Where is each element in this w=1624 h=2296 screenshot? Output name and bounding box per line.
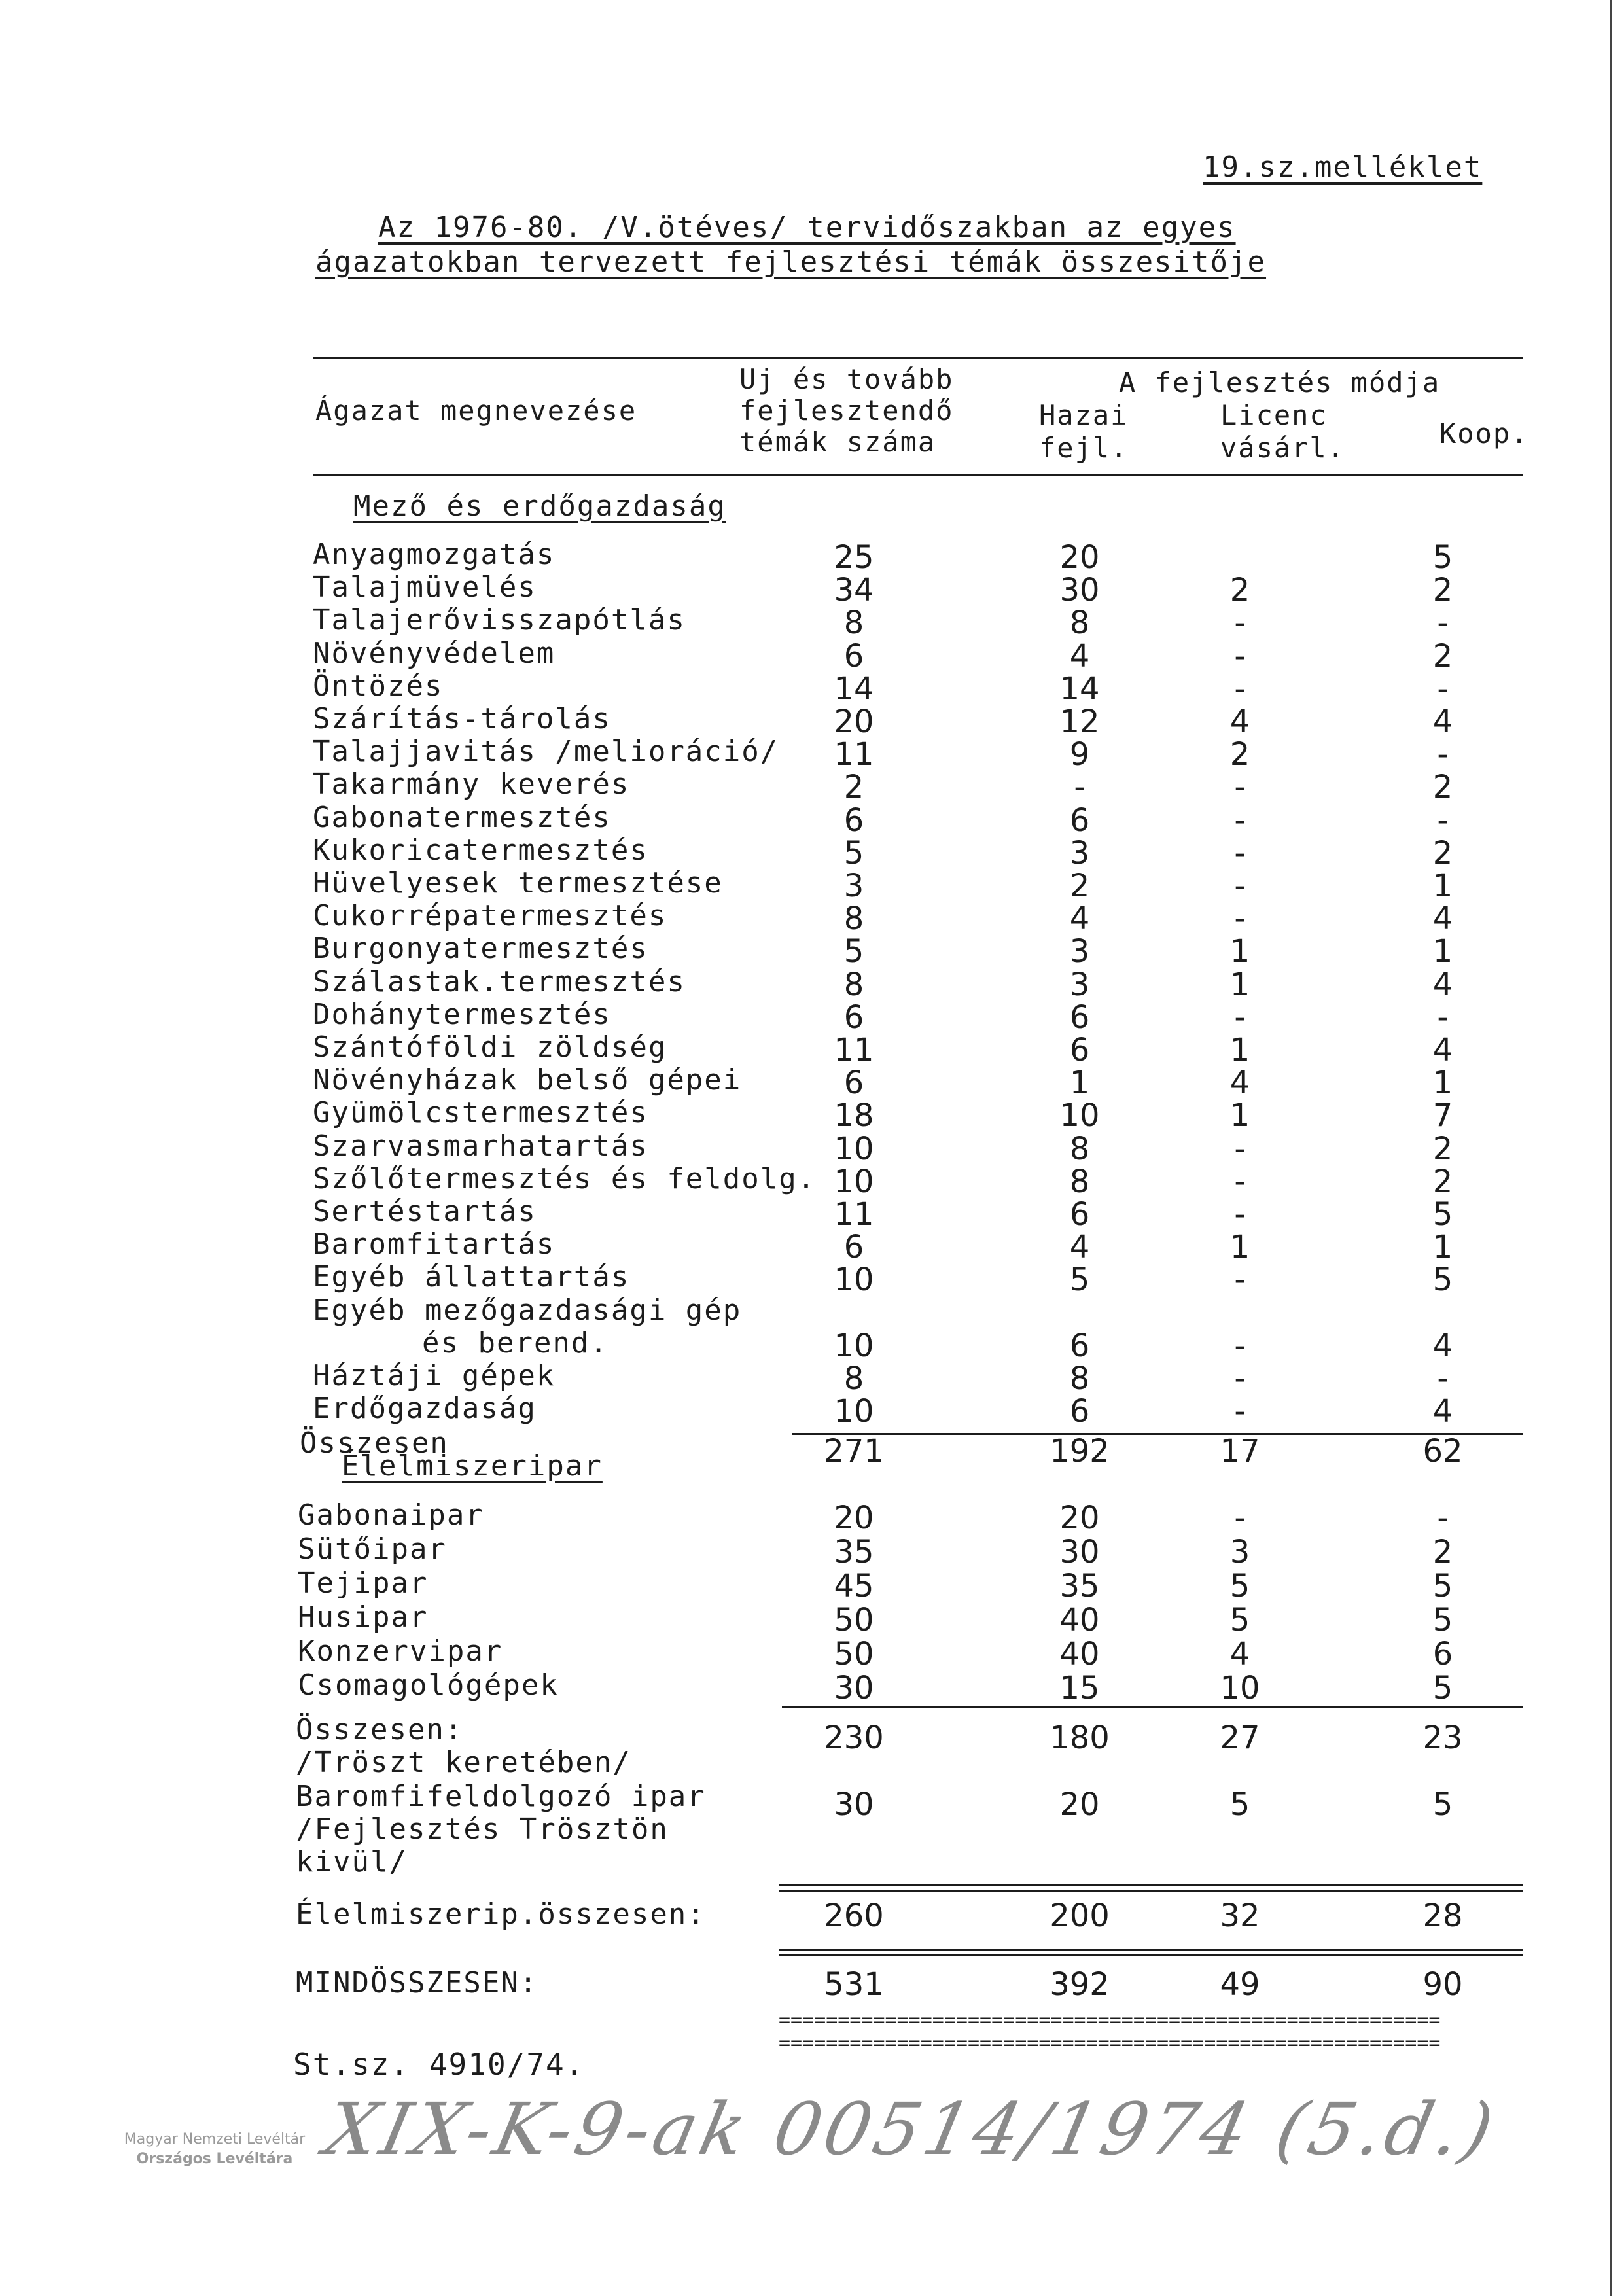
header-col-coop: Koop. <box>1439 417 1529 450</box>
agri-row-value-2: 4 <box>1069 900 1090 938</box>
handwritten-signature: XIX-K-9-ak 00514/1974 (5.d.) <box>318 2087 1504 2171</box>
agri-row-label: Szántóföldi zöldség <box>313 1031 667 1064</box>
agri-row-value-2: 6 <box>1069 802 1090 839</box>
food-sum-v3: 32 <box>1220 1898 1260 1934</box>
food-row-value-1: 45 <box>834 1568 874 1604</box>
header-col-count-1: Uj és tovább <box>739 363 954 395</box>
agri-row-value-3: 1 <box>1229 1229 1250 1266</box>
agri-row-value-3: - <box>1234 637 1246 675</box>
food-total-rule <box>782 1706 1523 1708</box>
food-row-value-1: 20 <box>834 1500 874 1536</box>
agri-row-value-4: 4 <box>1432 900 1453 938</box>
agri-total-v2: 192 <box>1050 1433 1110 1470</box>
food-row-label: Husipar <box>298 1600 429 1634</box>
double-equals-rule: ======================================================== ======================================================== <box>779 2009 1441 2055</box>
agri-row-value-3: - <box>1234 900 1246 938</box>
reference-number: St.sz. 4910/74. <box>293 2047 585 2082</box>
food-row-label: Konzervipar <box>298 1634 503 1668</box>
agri-row-value-2: 8 <box>1069 1163 1090 1200</box>
poultry-v3: 5 <box>1229 1786 1250 1823</box>
grand-total-rule-b <box>779 1954 1523 1956</box>
agri-row-value-2: 6 <box>1069 1196 1090 1233</box>
grand-total-v4: 90 <box>1422 1966 1463 2003</box>
agri-row-label: Szálastak.termesztés <box>313 964 686 998</box>
agri-row-label: Erdőgazdaság <box>313 1392 537 1426</box>
agri-row-value-3: 1 <box>1229 933 1250 970</box>
poultry-label-2: /Fejlesztés Trösztön <box>296 1812 669 1846</box>
grand-total-v1: 531 <box>824 1966 884 2003</box>
food-row-value-2: 20 <box>1059 1500 1100 1536</box>
food-total-v3: 27 <box>1220 1720 1260 1756</box>
food-row-value-3: 5 <box>1229 1602 1250 1638</box>
food-row-value-4: 5 <box>1432 1568 1453 1604</box>
agri-row-value-2: 8 <box>1069 1130 1090 1167</box>
agri-row-label: Burgonyatermesztés <box>313 932 648 966</box>
agri-row-value-4: 2 <box>1432 1163 1453 1200</box>
agri-row-value-1: 14 <box>834 670 874 707</box>
agri-row-label: Takarmány keverés <box>313 768 630 802</box>
header-col-licence-1: Licenc <box>1220 399 1328 431</box>
agri-row-value-2: 6 <box>1069 998 1090 1036</box>
section-title-food: Élelmiszeripar <box>342 1449 603 1483</box>
agri-row-value-4: 1 <box>1432 933 1453 970</box>
annex-label: 19.sz.melléklet <box>1203 150 1483 184</box>
food-row-value-4: 2 <box>1432 1534 1453 1570</box>
agri-row-value-2: 1 <box>1069 1065 1090 1102</box>
grand-total-label: MINDÖSSZESEN: <box>296 1966 538 2000</box>
agri-row-value-3: - <box>1234 1130 1246 1167</box>
food-row-label: Tejipar <box>298 1566 429 1600</box>
agri-row-label: Gabonatermesztés <box>313 800 611 834</box>
agri-row-value-4: 7 <box>1432 1097 1453 1135</box>
food-total-label-1: Összesen: <box>296 1713 464 1746</box>
food-row-label: Sütőipar <box>298 1532 447 1566</box>
agri-row-label: Gyümölcstermesztés <box>313 1096 648 1130</box>
agri-row-value-1: 34 <box>834 572 874 609</box>
food-row-value-4: 6 <box>1432 1636 1453 1672</box>
agri-row-value-2: 4 <box>1069 637 1090 675</box>
agri-row-value-1: 5 <box>843 933 864 970</box>
agri-row-value-1: 10 <box>834 1327 874 1364</box>
agri-row-value-4: 2 <box>1432 834 1453 872</box>
agri-row-value-1: 10 <box>834 1130 874 1167</box>
food-row-label: Csomagológépek <box>298 1669 559 1702</box>
agri-row-label: Cukorrépatermesztés <box>313 899 667 933</box>
food-row-value-1: 50 <box>834 1636 874 1672</box>
food-sum-v2: 200 <box>1050 1898 1110 1934</box>
agri-row-label: Kukoricatermesztés <box>313 833 648 867</box>
food-row-value-2: 40 <box>1059 1602 1100 1638</box>
agri-row-value-4: 2 <box>1432 769 1453 806</box>
agri-row-value-3: - <box>1234 1196 1246 1233</box>
agri-row-value-3: 4 <box>1229 703 1250 740</box>
food-row-value-2: 40 <box>1059 1636 1100 1672</box>
title-line-1: Az 1976-80. /V.ötéves/ tervidőszakban az egyes <box>378 211 1236 244</box>
archive-stamp-line-2: Országos Levéltára <box>136 2151 293 2167</box>
agri-row-value-1: 6 <box>843 1229 864 1266</box>
agri-row-value-3: - <box>1234 998 1246 1036</box>
agri-row-value-4: 5 <box>1432 1196 1453 1233</box>
agri-row-value-1: 11 <box>834 1196 874 1233</box>
agri-row-value-4: 5 <box>1432 539 1453 576</box>
agri-row-label: Talajerővisszapótlás <box>313 603 686 637</box>
agri-row-value-1: 10 <box>834 1163 874 1200</box>
agri-row-value-3: 4 <box>1229 1065 1250 1102</box>
agri-row-value-1: 8 <box>843 966 864 1003</box>
archive-stamp <box>110 2130 319 2169</box>
agri-row-value-1: 11 <box>834 1032 874 1069</box>
food-sum-label: Élelmiszerip.összesen: <box>296 1898 706 1931</box>
food-sum-v4: 28 <box>1422 1898 1463 1934</box>
agri-row-label: Baromfitartás <box>313 1227 556 1262</box>
agri-row-label: Anyagmozgatás <box>313 538 556 571</box>
agri-row-value-4: - <box>1437 998 1449 1036</box>
agri-row-value-2: 3 <box>1069 834 1090 872</box>
header-col-name: Ágazat megnevezése <box>315 395 637 427</box>
food-row-value-3: 3 <box>1229 1534 1250 1570</box>
agri-row-value-2: 3 <box>1069 966 1090 1003</box>
agri-row-value-3: - <box>1234 834 1246 872</box>
agri-row-value-3: - <box>1234 605 1246 642</box>
agri-row-value-4: 1 <box>1432 1229 1453 1266</box>
agri-row-label: Szarvasmarhatartás <box>313 1129 648 1163</box>
agri-row-value-1: 8 <box>843 900 864 938</box>
food-sum-rule-a <box>779 1884 1523 1886</box>
food-total-label-2: /Tröszt keretében/ <box>296 1746 631 1779</box>
agri-row-label: Egyéb mezőgazdasági gép <box>313 1293 742 1327</box>
agri-row-value-4: 4 <box>1432 966 1453 1003</box>
header-top-rule <box>313 357 1523 359</box>
agri-row-value-2: 6 <box>1069 1032 1090 1069</box>
agri-row-label: Öntözés <box>313 669 444 703</box>
food-sum-rule-b <box>779 1890 1523 1892</box>
agri-row-value-1: 5 <box>843 834 864 872</box>
grand-total-v2: 392 <box>1050 1966 1110 2003</box>
agri-row-value-3: - <box>1234 1262 1246 1299</box>
agri-row-value-2: 4 <box>1069 1229 1090 1266</box>
header-group-label: A fejlesztés módja <box>1119 366 1441 398</box>
agri-row-value-4: 4 <box>1432 1327 1453 1364</box>
agri-row-value-2: 2 <box>1069 868 1090 904</box>
food-row-value-2: 15 <box>1059 1670 1100 1706</box>
agri-row-value-1: 6 <box>843 802 864 839</box>
agri-row-value-1: 10 <box>834 1262 874 1299</box>
poultry-label-1: Baromfifeldolgozó ipar <box>296 1780 706 1813</box>
food-row-value-1: 30 <box>834 1670 874 1706</box>
agri-row-value-2: 14 <box>1059 670 1100 707</box>
agri-row-label: és berend. <box>422 1326 609 1360</box>
agri-row-label: Sertéstartás <box>313 1195 537 1228</box>
header-col-licence-2: vásárl. <box>1220 432 1346 464</box>
agri-row-value-2: 8 <box>1069 1360 1090 1397</box>
poultry-v1: 30 <box>834 1786 874 1823</box>
agri-row-value-2: 12 <box>1059 703 1100 740</box>
agri-row-value-1: 25 <box>834 539 874 576</box>
agri-row-value-3: - <box>1234 769 1246 806</box>
poultry-label-3: kivül/ <box>296 1845 408 1879</box>
food-row-value-2: 35 <box>1059 1568 1100 1604</box>
agri-row-value-2: 6 <box>1069 1327 1090 1364</box>
agri-row-value-1: 6 <box>843 1065 864 1102</box>
agri-row-value-3: - <box>1234 1393 1246 1430</box>
agri-row-value-3: 2 <box>1229 572 1250 609</box>
agri-row-value-3: 2 <box>1229 736 1250 773</box>
agri-row-value-4: - <box>1437 670 1449 707</box>
agri-row-value-1: 10 <box>834 1393 874 1430</box>
title-line-2: ágazatokban tervezett fejlesztési témák összesitője <box>315 245 1267 279</box>
agri-row-value-4: - <box>1437 736 1449 773</box>
agri-row-value-2: 6 <box>1069 1393 1090 1430</box>
food-row-label: Gabonaipar <box>298 1498 484 1532</box>
poultry-v4: 5 <box>1432 1786 1453 1823</box>
agri-row-label: Egyéb állattartás <box>313 1260 630 1294</box>
agri-row-value-4: - <box>1437 1360 1449 1397</box>
agri-row-value-3: - <box>1234 802 1246 839</box>
agri-row-label: Szőlőtermesztés és feldolg. <box>313 1161 817 1195</box>
agri-row-value-3: - <box>1234 1360 1246 1397</box>
grand-total-rule-a <box>779 1949 1523 1951</box>
food-total-v2: 180 <box>1050 1720 1110 1756</box>
agri-row-value-4: 4 <box>1432 703 1453 740</box>
food-row-value-3: 4 <box>1229 1636 1250 1672</box>
agri-row-label: Növényházak belső gépei <box>313 1063 742 1097</box>
agri-total-v1: 271 <box>824 1433 884 1470</box>
agri-row-value-1: 8 <box>843 605 864 642</box>
header-col-count-2: fejlesztendő <box>739 395 954 427</box>
agri-row-value-1: 8 <box>843 1360 864 1397</box>
poultry-v2: 20 <box>1059 1786 1100 1823</box>
agri-row-value-2: 9 <box>1069 736 1090 773</box>
agri-row-value-1: 6 <box>843 998 864 1036</box>
food-total-v4: 23 <box>1422 1720 1463 1756</box>
agri-row-label: Szárítás-tárolás <box>313 702 611 735</box>
agri-total-label: Összesen <box>300 1426 449 1460</box>
agri-row-value-2: 3 <box>1069 933 1090 970</box>
agri-row-value-3: 1 <box>1229 1097 1250 1135</box>
agri-row-value-2: 20 <box>1059 539 1100 576</box>
agri-row-value-4: 5 <box>1432 1262 1453 1299</box>
agri-row-label: Háztáji gépek <box>313 1359 556 1392</box>
agri-total-v4: 62 <box>1422 1433 1463 1470</box>
agri-row-value-3: - <box>1234 868 1246 904</box>
agri-row-value-1: 6 <box>843 637 864 675</box>
agri-row-value-4: - <box>1437 605 1449 642</box>
food-row-value-3: 10 <box>1220 1670 1260 1706</box>
agri-total-v3: 17 <box>1220 1433 1260 1470</box>
section-title-agri: Mező és erdőgazdaság <box>353 489 726 523</box>
agri-row-value-2: 5 <box>1069 1262 1090 1299</box>
agri-row-value-4: 4 <box>1432 1032 1453 1069</box>
food-row-value-4: 5 <box>1432 1670 1453 1706</box>
agri-row-value-4: 1 <box>1432 1065 1453 1102</box>
agri-row-value-4: 1 <box>1432 868 1453 904</box>
agri-row-label: Növényvédelem <box>313 636 556 670</box>
agri-row-value-4: 4 <box>1432 1393 1453 1430</box>
agri-row-label: Talajjavitás /melioráció/ <box>313 735 779 769</box>
agri-row-value-3: - <box>1234 1163 1246 1200</box>
agri-row-value-1: 11 <box>834 736 874 773</box>
agri-row-value-2: 30 <box>1059 572 1100 609</box>
agri-row-value-3: 1 <box>1229 966 1250 1003</box>
page-edge-line <box>1610 0 1612 2296</box>
agri-row-value-3: - <box>1234 670 1246 707</box>
agri-row-value-4: 2 <box>1432 572 1453 609</box>
food-row-value-4: 5 <box>1432 1602 1453 1638</box>
agri-row-value-1: 20 <box>834 703 874 740</box>
archive-stamp-line-1: Magyar Nemzeti Levéltár <box>124 2131 306 2147</box>
agri-row-label: Talajmüvelés <box>313 571 537 605</box>
food-row-value-1: 35 <box>834 1534 874 1570</box>
food-row-value-1: 50 <box>834 1602 874 1638</box>
agri-row-value-1: 3 <box>843 868 864 904</box>
grand-total-v3: 49 <box>1220 1966 1260 2003</box>
agri-row-label: Dohánytermesztés <box>313 997 611 1031</box>
food-row-value-3: - <box>1234 1500 1246 1536</box>
agri-row-label: Hüvelyesek termesztése <box>313 866 723 900</box>
agri-row-value-3: 1 <box>1229 1032 1250 1069</box>
agri-row-value-4: - <box>1437 802 1449 839</box>
agri-row-value-1: 2 <box>843 769 864 806</box>
agri-row-value-4: 2 <box>1432 637 1453 675</box>
header-col-domestic-2: fejl. <box>1039 432 1129 464</box>
food-row-value-4: - <box>1437 1500 1449 1536</box>
food-row-value-3: 5 <box>1229 1568 1250 1604</box>
agri-row-value-4: 2 <box>1432 1130 1453 1167</box>
agri-row-value-3: - <box>1234 1327 1246 1364</box>
agri-row-value-2: 10 <box>1059 1097 1100 1135</box>
agri-row-value-1: 18 <box>834 1097 874 1135</box>
header-col-domestic-1: Hazai <box>1039 399 1129 431</box>
agri-row-value-2: - <box>1074 769 1086 806</box>
header-bottom-rule <box>313 474 1523 476</box>
food-row-value-2: 30 <box>1059 1534 1100 1570</box>
header-col-count-3: témák száma <box>739 426 936 458</box>
food-sum-v1: 260 <box>824 1898 884 1934</box>
agri-row-value-2: 8 <box>1069 605 1090 642</box>
food-total-v1: 230 <box>824 1720 884 1756</box>
